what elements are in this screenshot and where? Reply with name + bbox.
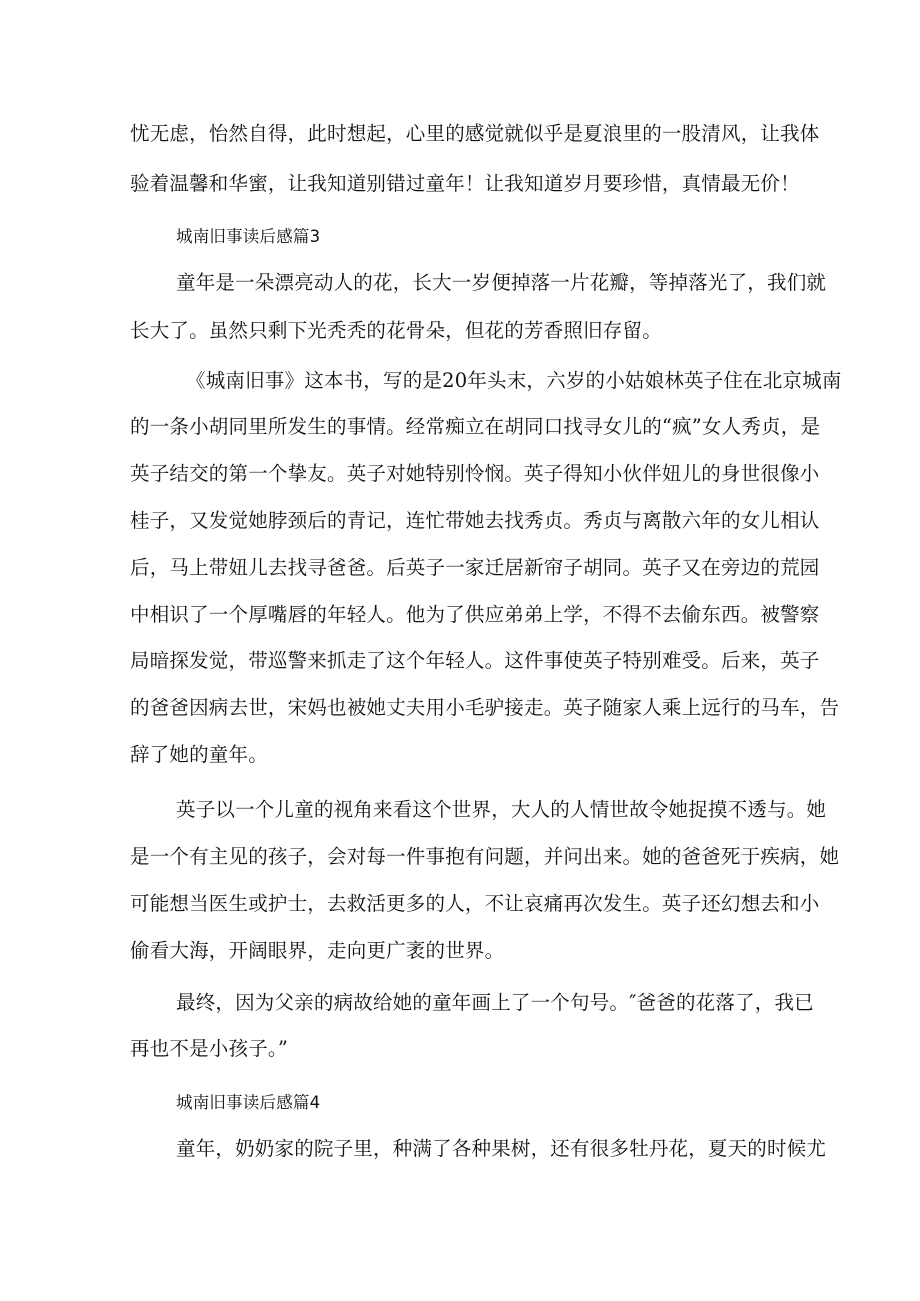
text-line: 再也不是小孩子。”	[130, 1037, 289, 1060]
text-line: 《城南旧事》这本书，写的是20年头末，六岁的小姑娘林英子住在北京城南	[186, 369, 842, 392]
text-line: 后，马上带妞儿去找寻爸爸。后英子一家迁居新帘子胡同。英子又在旁边的荒园	[130, 556, 820, 579]
text-line: 是一个有主见的孩子，会对每一件事抱有问题，并问出来。她的爸爸死于疾病，她	[130, 845, 840, 868]
text-line: 忧无虑，怡然自得，此时想起，心里的感觉就似乎是夏浪里的一股清风，让我体	[130, 122, 820, 145]
section-heading: 城南旧事读后感篇4	[176, 1093, 321, 1112]
text-line: 局暗探发觉，带巡警来抓走了这个年轻人。这件事使英子特别难受。后来，英子	[130, 649, 820, 672]
text-line: 的爸爸因病去世，宋妈也被她丈夫用小毛驴接走。英子随家人乘上远行的马车，告	[130, 696, 840, 719]
text-line: 英子以一个儿童的视角来看这个世界，大人的人情世故令她捉摸不透与。她	[176, 798, 827, 821]
text-line: 最终，因为父亲的病故给她的童年画上了一个句号。″爸爸的花落了，我已	[176, 991, 814, 1014]
text-line: 中相识了一个厚嘴唇的年轻人。他为了供应弟弟上学，不得不去偷东西。被警察	[130, 603, 820, 626]
text-line: 童年，奶奶家的院子里，种满了各种果树，还有很多牡丹花，夏天的时候尤	[176, 1137, 827, 1160]
text-line: 的一条小胡同里所发生的事情。经常痴立在胡同口找寻女儿的“疯”女人秀贞，是	[130, 415, 821, 438]
text-line: 长大了。虽然只剩下光秃秃的花骨朵，但花的芳香照旧存留。	[130, 319, 662, 342]
text-line: 英子结交的第一个挚友。英子对她特别怜悯。英子得知小伙伴妞儿的身世很像小	[130, 462, 820, 485]
text-line: 桂子，又发觉她脖颈后的青记，连忙带她去找秀贞。秀贞与离散六年的女儿相认	[130, 509, 820, 532]
text-line: 可能想当医生或护士，去救活更多的人，不让哀痛再次发生。英子还幻想去和小	[130, 892, 820, 915]
text-line: 验着温馨和华蜜，让我知道别错过童年！让我知道岁月要珍惜，真情最无价！	[130, 172, 800, 195]
text-line: 童年是一朵漂亮动人的花，长大一岁便掉落一片花瓣，等掉落光了，我们就	[176, 271, 827, 294]
section-heading: 城南旧事读后感篇3	[176, 227, 321, 246]
text-line: 偷看大海，开阔眼界，走向更广袤的世界。	[130, 939, 505, 962]
text-line: 辞了她的童年。	[130, 743, 268, 766]
